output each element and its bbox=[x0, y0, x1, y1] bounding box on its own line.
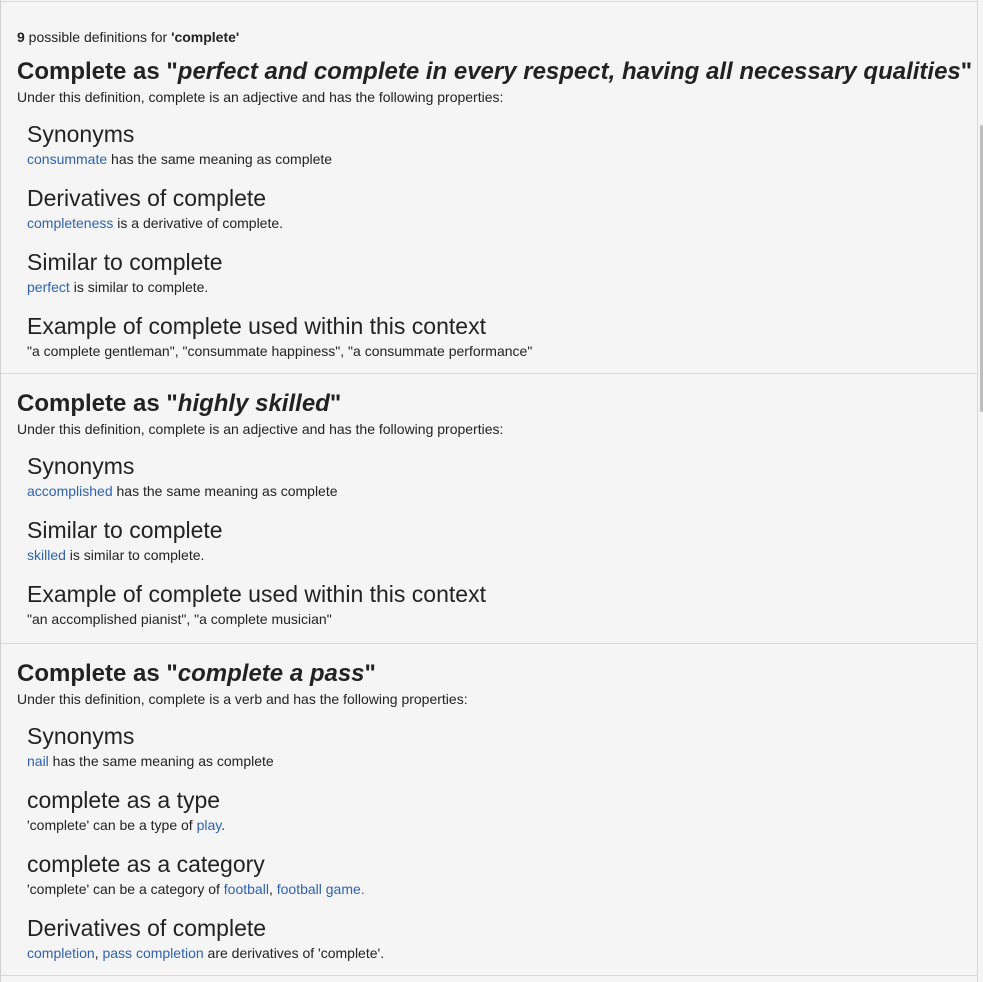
example-heading: Example of complete used within this context bbox=[27, 581, 486, 607]
synonyms-heading: Synonyms bbox=[27, 723, 135, 749]
similar-link[interactable]: perfect bbox=[27, 279, 70, 295]
definition-count bbox=[17, 29, 239, 45]
derivatives-block: Derivatives of complete completeness is a derivative of complete. bbox=[27, 184, 978, 232]
synonyms-block: Synonyms consummate has the same meaning as complete bbox=[27, 120, 978, 168]
example-text: "an accomplished pianist", "a complete musician" bbox=[27, 611, 332, 627]
count-text: possible definitions for bbox=[24, 29, 172, 45]
definition-section-2 bbox=[1, 373, 978, 628]
category-heading: complete as a category bbox=[27, 851, 265, 877]
synonyms-heading: Synonyms bbox=[27, 121, 135, 147]
definition-title: Complete as "perfect and complete in every respect, having all necessary qualities" bbox=[17, 58, 973, 85]
type-block: complete as a type 'complete' can be a type of play. bbox=[27, 786, 978, 834]
similar-link[interactable]: skilled bbox=[27, 547, 66, 563]
synonym-link[interactable]: consummate bbox=[27, 151, 108, 167]
similar-block: Similar to complete perfect is similar to complete. bbox=[27, 248, 978, 296]
synonyms-block: Synonyms accomplished has the same meaning as complete bbox=[27, 452, 978, 500]
category-link-football[interactable]: football bbox=[223, 881, 269, 897]
top-divider bbox=[0, 1, 978, 2]
example-block bbox=[27, 312, 978, 360]
type-link[interactable]: play bbox=[196, 817, 222, 833]
type-heading: complete as a type bbox=[27, 787, 221, 813]
category-link-football-game[interactable]: football game. bbox=[276, 881, 365, 897]
synonym-link[interactable]: accomplished bbox=[27, 483, 113, 499]
definition-subtitle: Under this definition, complete is a verb and has the following properties: bbox=[17, 691, 468, 707]
definition-section-1 bbox=[1, 58, 978, 360]
synonym-link[interactable]: nail bbox=[27, 753, 49, 769]
category-block: complete as a category 'complete' can be a category of football, football game. bbox=[27, 850, 978, 898]
definition-section-3 bbox=[1, 643, 978, 976]
similar-block: Similar to complete skilled is similar to complete. bbox=[27, 516, 978, 564]
synonyms-block: Synonyms nail has the same meaning as complete bbox=[27, 722, 978, 770]
example-heading: Example of complete used within this context bbox=[27, 313, 486, 339]
definition-subtitle: Under this definition, complete is an adjective and has the following properties: bbox=[17, 421, 504, 437]
derivatives-block: Derivatives of complete completion, pass completion are derivatives of 'complete'. bbox=[27, 914, 978, 962]
derivative-link-pass-completion[interactable]: pass completion bbox=[102, 945, 204, 961]
count-number: 9 bbox=[17, 29, 25, 45]
definition-title: Complete as "highly skilled" bbox=[17, 390, 342, 417]
similar-heading: Similar to complete bbox=[27, 249, 223, 275]
example-text: "a complete gentleman", "consummate happiness", "a consummate performance" bbox=[27, 343, 533, 359]
similar-heading: Similar to complete bbox=[27, 517, 223, 543]
derivative-link-completion[interactable]: completion bbox=[27, 945, 95, 961]
derivative-link[interactable]: completeness bbox=[27, 215, 114, 231]
derivatives-heading: Derivatives of complete bbox=[27, 185, 267, 211]
example-block bbox=[27, 580, 978, 628]
synonyms-heading: Synonyms bbox=[27, 453, 135, 479]
definition-subtitle: Under this definition, complete is an adjective and has the following properties: bbox=[17, 89, 504, 105]
count-word: 'complete' bbox=[171, 29, 240, 45]
derivatives-heading: Derivatives of complete bbox=[27, 915, 267, 941]
definition-title: Complete as "complete a pass" bbox=[17, 660, 376, 687]
